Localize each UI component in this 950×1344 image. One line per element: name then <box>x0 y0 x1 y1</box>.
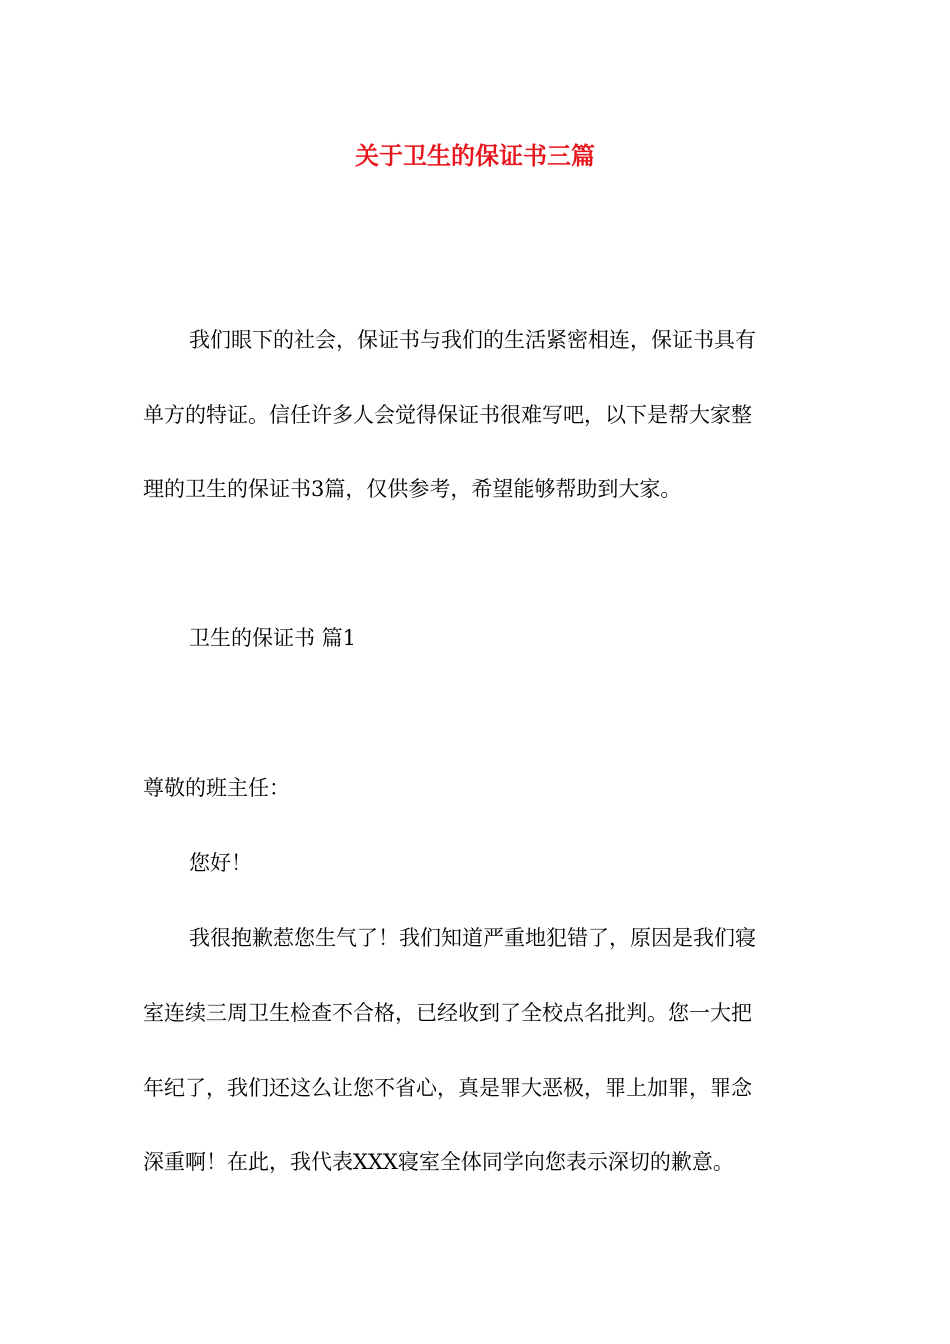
salutation: 尊敬的班主任： <box>143 776 290 800</box>
intro-line-1: 我们眼下的社会，保证书与我们的生活紧密相连，保证书具有 <box>189 328 756 352</box>
body-line-3: 年纪了，我们还这么让您不省心，真是罪大恶极，罪上加罪，罪念 <box>143 1076 752 1100</box>
greeting: 您好！ <box>189 851 252 875</box>
intro-line-3: 理的卫生的保证书3篇，仅供参考，希望能够帮助到大家。 <box>143 477 682 501</box>
body-line-1: 我很抱歉惹您生气了！我们知道严重地犯错了，原因是我们寝 <box>189 926 756 950</box>
intro-line-2: 单方的特证。信任许多人会觉得保证书很难写吧，以下是帮大家整 <box>143 403 752 427</box>
document-title: 关于卫生的保证书三篇 <box>355 141 595 170</box>
body-line-4: 深重啊！在此，我代表XXX寝室全体同学向您表示深切的歉意。 <box>143 1150 734 1174</box>
section-heading: 卫生的保证书 篇1 <box>189 626 357 650</box>
body-line-2: 室连续三周卫生检查不合格，已经收到了全校点名批判。您一大把 <box>143 1001 752 1025</box>
